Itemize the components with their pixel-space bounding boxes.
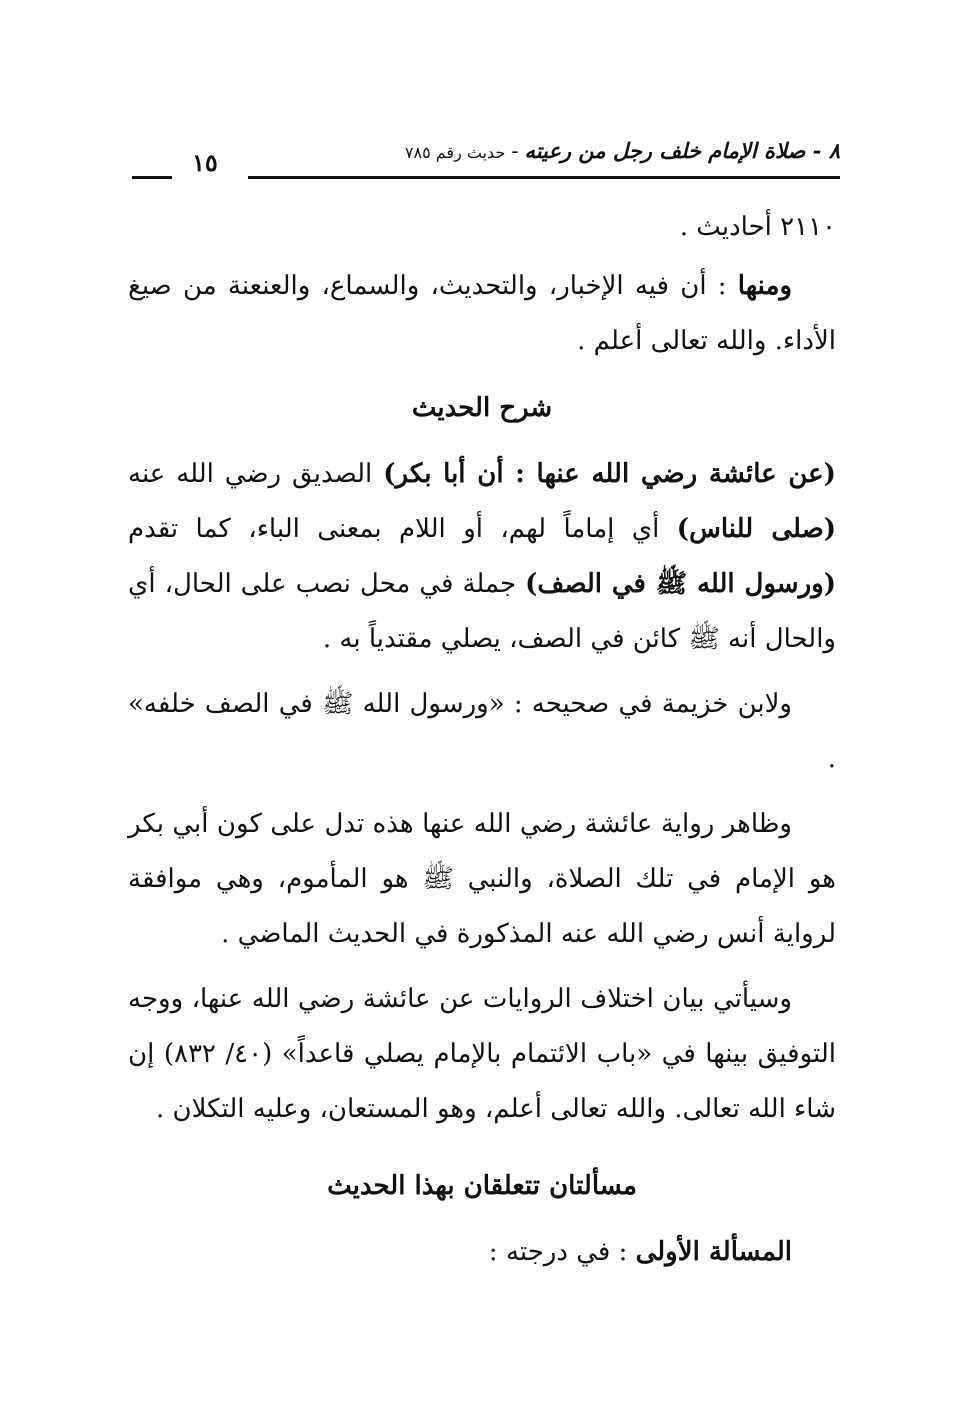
section-heading-sharh: شرح الحديث — [411, 393, 553, 423]
paragraph-ibn-khuzaymah: ولابن خزيمة في صحيحه : «ورسول الله ﷺ في الصف خلفه» . — [128, 689, 836, 774]
paragraph-explanation — [128, 447, 836, 667]
running-header — [120, 138, 840, 190]
paragraph-count: ٢١١٠ أحاديث . — [679, 212, 836, 242]
explanation-text-1: الصديق رضي الله عنه — [128, 459, 384, 489]
chapter-title: ٨ - صلاة الإمام خلف رجل من رعيته — [524, 138, 840, 163]
hadith-number: حديث رقم ٧٨٥ — [404, 143, 506, 162]
section-heading-masail: مسألتان تتعلقان بهذا الحديث — [327, 1171, 637, 1201]
paragraph-first-issue — [128, 1225, 836, 1280]
header-title — [405, 138, 840, 163]
keyword-minha: ومنها — [737, 271, 792, 301]
hadith-quote-1: (عن عائشة رضي الله عنها : أن أبا بكر) — [383, 459, 836, 489]
page-body — [128, 200, 836, 1290]
header-separator: - — [511, 139, 519, 163]
hadith-quote-2: (صلى للناس) — [676, 514, 837, 544]
explanation-text-3: جملة في محل نصب على الحال، أي والحال أنه ﷺ كائن في الصف، يصلي مقتدياً به . — [128, 569, 836, 654]
paragraph-narration-differences: وسيأتي بيان اختلاف الروايات عن عائشة رضي الله عنها، ووجه التوفيق بينها في «باب الائتمام بالإمام يصلي قاعداً» (٤٠/ ٨٣٢) إن شاء الله تعالى. والله تعالى أعلم، وهو المستعان، وعليه التكلان . — [128, 984, 836, 1124]
page-number: ١٥ — [192, 148, 218, 177]
first-issue-text: : في درجته : — [488, 1237, 636, 1267]
paragraph-transmission — [128, 259, 836, 369]
first-issue-label: المسألة الأولى — [635, 1237, 792, 1267]
header-rule — [248, 176, 840, 179]
paragraph-apparent-meaning: وظاهر رواية عائشة رضي الله عنها هذه تدل على كون أبي بكر هو الإمام في تلك الصلاة، والنبي ﷺ هو المأموم، وهي موافقة لرواية أنس رضي الله عنه المذكورة في الحديث الماضي . — [128, 809, 836, 949]
explanation-text-2: أي إماماً لهم، أو اللام بمعنى الباء، كما تقدم — [128, 514, 677, 544]
paragraph-transmission-text: : أن فيه الإخبار، والتحديث، والسماع، والعنعنة من صيغ الأداء. والله تعالى أعلم . — [128, 271, 836, 356]
page-number-dash — [132, 176, 172, 179]
hadith-quote-3: (ورسول الله ﷺ في الصف) — [525, 569, 836, 599]
